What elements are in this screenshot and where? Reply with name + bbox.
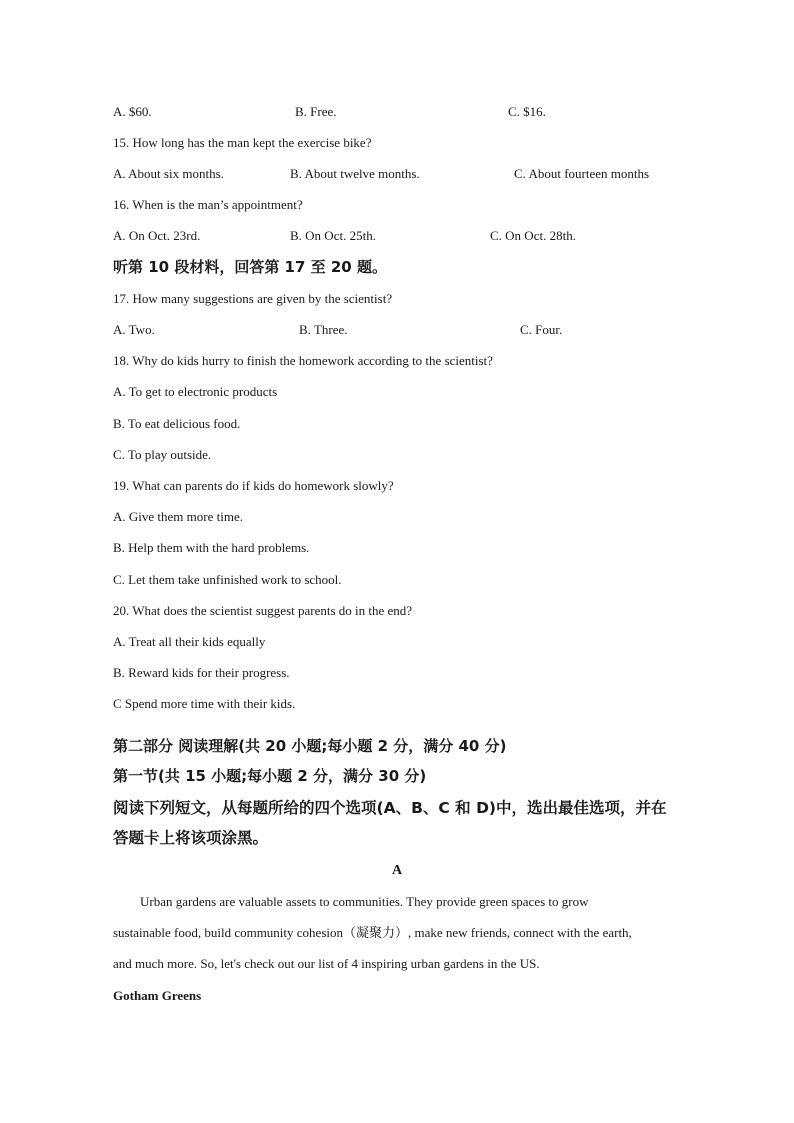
paragraph-line: Urban gardens are valuable assets to communities. They provide green spaces to grow bbox=[140, 894, 589, 909]
section-title: 第一节(共 15 小题;每小题 2 分，满分 30 分) bbox=[113, 767, 427, 785]
option-c: C. Let them take unfinished work to school. bbox=[113, 572, 342, 587]
option-b: B. To eat delicious food. bbox=[113, 416, 241, 431]
question-17: 17. How many suggestions are given by the scientist? bbox=[113, 291, 393, 306]
option-a: A. Two. bbox=[113, 322, 155, 337]
question-19: 19. What can parents do if kids do homework slowly? bbox=[113, 478, 394, 493]
option-c: C. On Oct. 28th. bbox=[490, 228, 576, 243]
option-c: C. $16. bbox=[508, 104, 546, 119]
option-b: B. Help them with the hard problems. bbox=[113, 540, 310, 555]
question-20: 20. What does the scientist suggest parents do in the end? bbox=[113, 603, 413, 618]
option-b: B. About twelve months. bbox=[290, 166, 420, 181]
option-a: A. Give them more time. bbox=[113, 509, 243, 524]
section-heading: 听第 10 段材料，回答第 17 至 20 题。 bbox=[113, 258, 387, 276]
instruction-line: 阅读下列短文，从每题所给的四个选项(A、B、C 和 D)中，选出最佳选项，并在 bbox=[113, 799, 667, 817]
option-a: A. To get to electronic products bbox=[113, 384, 278, 399]
option-c: C. To play outside. bbox=[113, 447, 212, 462]
subheading: Gotham Greens bbox=[113, 988, 202, 1003]
question-16: 16. When is the man’s appointment? bbox=[113, 197, 303, 212]
paragraph-line: sustainable food, build community cohesion（凝聚力）, make new friends, connect with the earth, bbox=[113, 925, 632, 940]
question-18: 18. Why do kids hurry to finish the homework according to the scientist? bbox=[113, 353, 493, 368]
option-c: C. Four. bbox=[520, 322, 563, 337]
option-b: B. Reward kids for their progress. bbox=[113, 665, 290, 680]
question-15: 15. How long has the man kept the exercise bike? bbox=[113, 135, 372, 150]
option-a: A. $60. bbox=[113, 104, 152, 119]
option-a: A. On Oct. 23rd. bbox=[113, 228, 201, 243]
passage-label: A bbox=[391, 863, 403, 878]
part-title: 第二部分 阅读理解(共 20 小题;每小题 2 分，满分 40 分) bbox=[113, 737, 507, 755]
option-a: A. About six months. bbox=[113, 166, 224, 181]
option-c: C Spend more time with their kids. bbox=[113, 696, 296, 711]
paragraph-line: and much more. So, let's check out our list of 4 inspiring urban gardens in the US. bbox=[113, 956, 540, 971]
option-a: A. Treat all their kids equally bbox=[113, 634, 266, 649]
option-b: B. On Oct. 25th. bbox=[290, 228, 376, 243]
option-b: B. Three. bbox=[299, 322, 348, 337]
instruction-line: 答题卡上将该项涂黑。 bbox=[113, 829, 269, 847]
option-b: B. Free. bbox=[295, 104, 337, 119]
option-c: C. About fourteen months bbox=[514, 166, 650, 181]
